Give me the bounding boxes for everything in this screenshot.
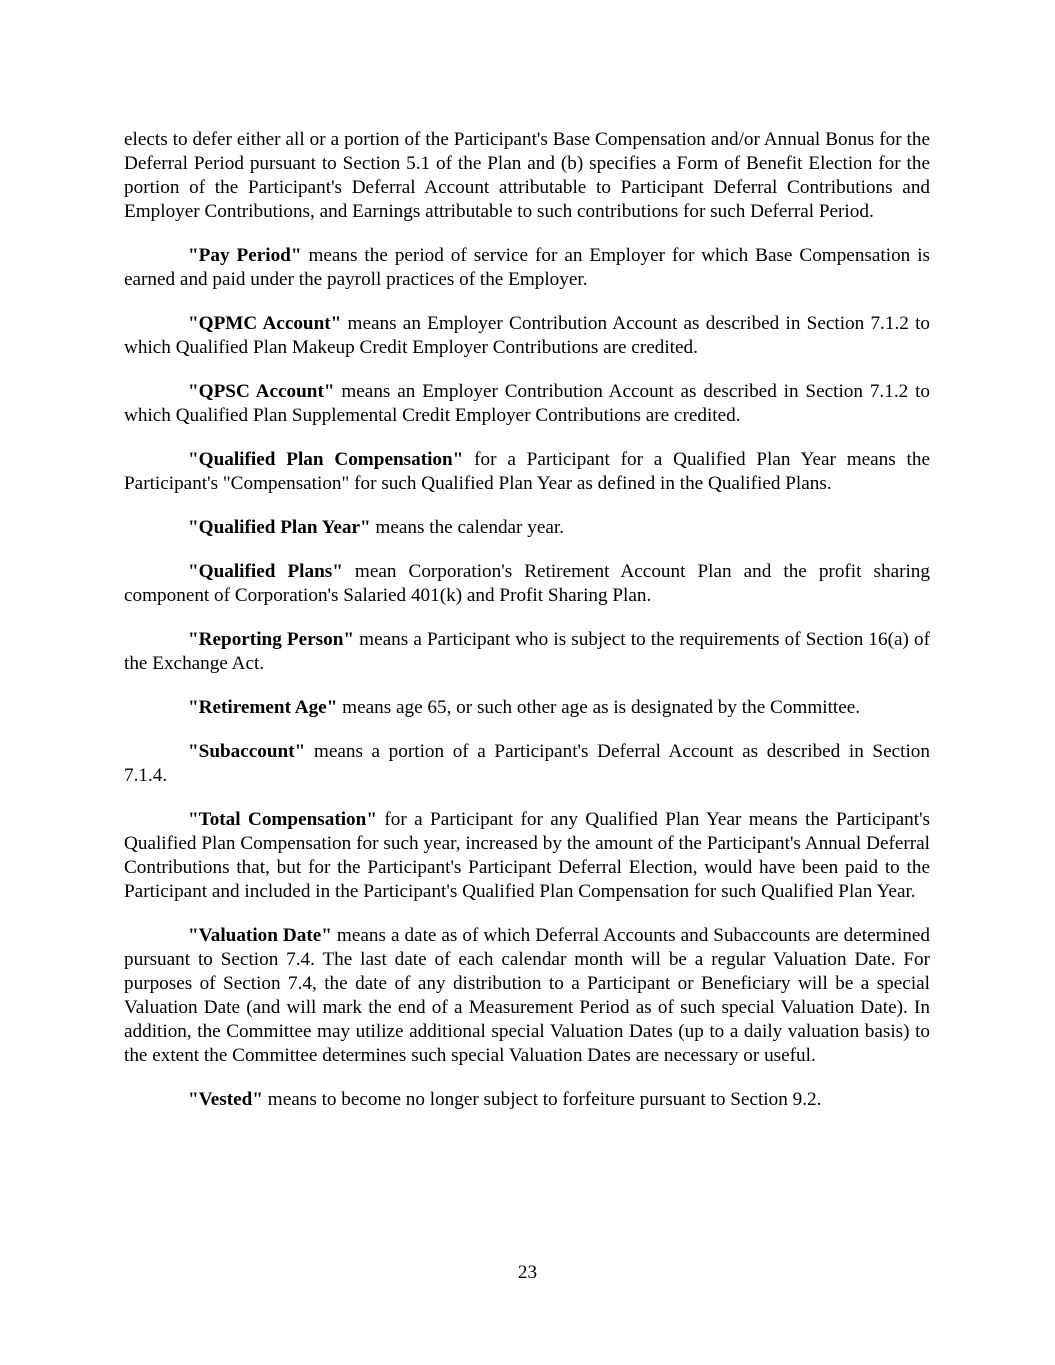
- definition-reporting-person: [124, 628, 930, 676]
- definition-qpsc-account: [124, 380, 930, 428]
- defined-term: "Subaccount": [188, 741, 306, 762]
- defined-term: "Pay Period": [188, 245, 302, 266]
- definition-text: for a Participant for a Qualified Plan Year means the Participant's "Compensation" for such Qualified Plan Year as defined in the Qualified Plans.: [124, 449, 930, 494]
- continuation-paragraph: elects to defer either all or a portion of the Participant's Base Compensation and/or Annual Bonus for the Deferral Period pursuant to Section 5.1 of the Plan and (b) specifies a Form of Benefit Election for the portion of the Participant's Deferral Account attributable to Participant Deferral Contributions and Employer Contributions, and Earnings attributable to such contributions for such Deferral Period.: [124, 129, 930, 222]
- defined-term: "Vested": [188, 1089, 263, 1110]
- document-page: [124, 128, 930, 1132]
- definition-text: means the period of service for an Employer for which Base Compensation is earned and paid under the payroll practices of the Employer.: [124, 245, 930, 290]
- definition-retirement-age: [124, 696, 930, 720]
- defined-term: "Reporting Person": [188, 629, 355, 650]
- definition-qualified-plans: [124, 560, 930, 608]
- defined-term: "Total Compensation": [188, 809, 377, 830]
- definition-text: means an Employer Contribution Account as described in Section 7.1.2 to which Qualified Plan Makeup Credit Employer Contributions are credited.: [124, 313, 930, 358]
- defined-term: "QPMC Account": [188, 313, 342, 334]
- defined-term: "Qualified Plans": [188, 561, 343, 582]
- definition-text: means the calendar year.: [370, 517, 564, 538]
- definition-qualified-plan-year: [124, 516, 930, 540]
- definition-text: means a portion of a Participant's Deferral Account as described in Section 7.1.4.: [124, 741, 930, 786]
- definition-text: means a Participant who is subject to the requirements of Section 16(a) of the Exchange Act.: [124, 629, 930, 674]
- page-number: 23: [517, 1262, 538, 1283]
- definition-total-compensation: [124, 808, 930, 904]
- definition-text: for a Participant for any Qualified Plan Year means the Participant's Qualified Plan Compensation for such year, increased by the amount of the Participant's Annual Deferral Contributions that, but for the Participant's Participant Deferral Election, would have been paid to the Participant and included in the Participant's Qualified Plan Compensation for such Qualified Plan Year.: [124, 809, 931, 902]
- definition-qualified-plan-compensation: [124, 448, 930, 496]
- definition-text: means to become no longer subject to forfeiture pursuant to Section 9.2.: [262, 1089, 822, 1110]
- defined-term: "Retirement Age": [188, 697, 338, 718]
- definition-text: means age 65, or such other age as is designated by the Committee.: [337, 697, 861, 718]
- definition-text: mean Corporation's Retirement Account Plan and the profit sharing component of Corporation's Salaried 401(k) and Profit Sharing Plan.: [124, 561, 930, 606]
- defined-term: "Qualified Plan Compensation": [188, 449, 464, 470]
- definition-valuation-date: [124, 924, 930, 1068]
- defined-term: "QPSC Account": [188, 381, 335, 402]
- defined-term: "Valuation Date": [188, 925, 332, 946]
- definition-subaccount: [124, 740, 930, 788]
- definition-text: means a date as of which Deferral Accounts and Subaccounts are determined pursuant to Section 7.4. The last date of each calendar month will be a regular Valuation Date. For purposes of Section 7.4, the date of any distribution to a Participant or Beneficiary will be a special Valuation Date (and will mark the end of a Measurement Period as of such special Valuation Date). In addition, the Committee may utilize additional special Valuation Dates (up to a daily valuation basis) to the extent the Committee determines such special Valuation Dates are necessary or useful.: [124, 925, 930, 1066]
- definition-pay-period: [124, 244, 930, 292]
- definition-qpmc-account: [124, 312, 930, 360]
- definition-text: means an Employer Contribution Account as described in Section 7.1.2 to which Qualified Plan Supplemental Credit Employer Contributions are credited.: [124, 381, 930, 426]
- definition-vested: [124, 1088, 930, 1112]
- defined-term: "Qualified Plan Year": [188, 517, 371, 538]
